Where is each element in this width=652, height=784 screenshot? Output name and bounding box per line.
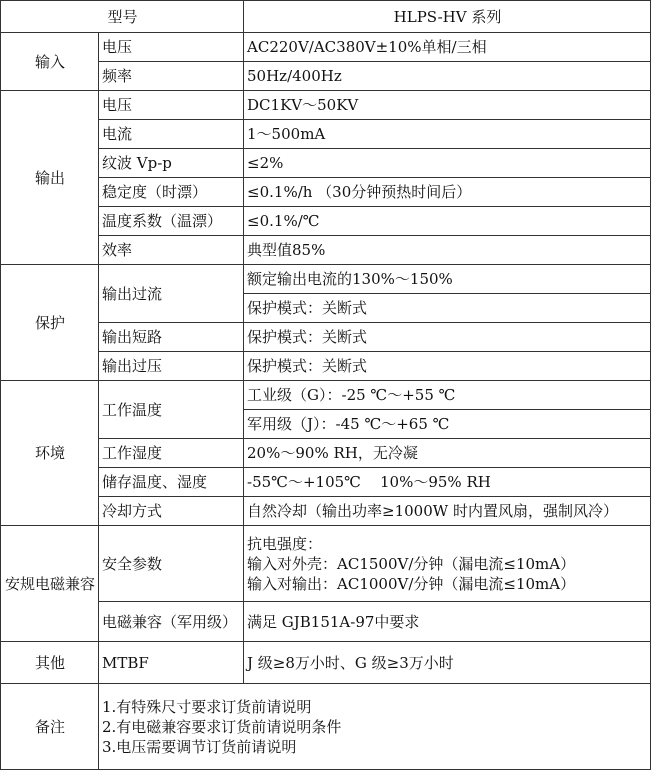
table-row	[1, 468, 651, 497]
param-value: ≤0.1%/h （30分钟预热时间后）	[244, 178, 651, 207]
param-value: 军用级（J）：-45 ℃～+65 ℃	[244, 410, 651, 439]
category-protection: 保护	[1, 265, 99, 381]
param-value: AC220V/AC380V±10%单相/三相	[244, 33, 651, 62]
param-label: MTBF	[99, 642, 244, 684]
category-input: 输入	[1, 33, 99, 91]
table-row	[1, 381, 651, 410]
table-row	[1, 497, 651, 526]
param-label: 输出短路	[99, 323, 244, 352]
param-value: 1～500mA	[244, 120, 651, 149]
model-label: 型号	[1, 1, 244, 33]
table-row	[1, 602, 651, 642]
param-label: 电磁兼容（军用级）	[99, 602, 244, 642]
param-label: 纹波 Vp-p	[99, 149, 244, 178]
param-label: 电流	[99, 120, 244, 149]
param-value: J 级≥8万小时、G 级≥3万小时	[244, 642, 651, 684]
table-row	[1, 684, 651, 770]
param-value: 典型值85%	[244, 236, 651, 265]
param-label: 频率	[99, 62, 244, 91]
safety-line: 输入对输出：AC1000V/分钟（漏电流≤10mA）	[247, 574, 576, 593]
param-value: 保护模式：关断式	[244, 323, 651, 352]
table-row	[1, 526, 651, 602]
param-value: 自然冷却（输出功率≥1000W 时内置风扇，强制风冷）	[244, 497, 651, 526]
header-row	[1, 1, 651, 33]
param-value: 保护模式：关断式	[244, 352, 651, 381]
table-row	[1, 62, 651, 91]
param-label: 稳定度（时漂）	[99, 178, 244, 207]
table-row	[1, 236, 651, 265]
category-environment: 环境	[1, 381, 99, 526]
note-item: 2.有电磁兼容要求订货前请说明条件	[102, 717, 342, 736]
note-item: 1.有特殊尺寸要求订货前请说明	[102, 697, 312, 716]
param-label: 电压	[99, 33, 244, 62]
table-row	[1, 91, 651, 120]
param-value: 额定输出电流的130%～150%	[244, 265, 651, 294]
category-notes: 备注	[1, 684, 99, 770]
param-label: 输出过流	[99, 265, 244, 323]
table-row	[1, 149, 651, 178]
param-label: 冷却方式	[99, 497, 244, 526]
table-row	[1, 439, 651, 468]
table-row	[1, 178, 651, 207]
param-label: 温度系数（温漂）	[99, 207, 244, 236]
table-row	[1, 352, 651, 381]
param-value: DC1KV～50KV	[244, 91, 651, 120]
table-row	[1, 323, 651, 352]
safety-line: 输入对外壳：AC1500V/分钟（漏电流≤10mA）	[247, 554, 576, 573]
param-label: 效率	[99, 236, 244, 265]
table-row	[1, 265, 651, 294]
param-value: 保护模式：关断式	[244, 294, 651, 323]
param-label: 安全参数	[99, 526, 244, 602]
param-value: ≤0.1%/℃	[244, 207, 651, 236]
series-name: HLPS-HV 系列	[244, 1, 651, 33]
safety-line: 抗电强度：	[247, 534, 323, 553]
table-row	[1, 120, 651, 149]
category-output: 输出	[1, 91, 99, 265]
table-row	[1, 33, 651, 62]
param-label: 工作湿度	[99, 439, 244, 468]
note-item: 3.电压需要调节订货前请说明	[102, 737, 297, 756]
param-value: 50Hz/400Hz	[244, 62, 651, 91]
category-safety-emc: 安规电磁兼容	[1, 526, 99, 642]
param-label: 工作温度	[99, 381, 244, 439]
param-value: -55℃～+105℃ 10%～95% RH	[244, 468, 651, 497]
param-value: 20%～90% RH，无冷凝	[244, 439, 651, 468]
param-label: 储存温度、湿度	[99, 468, 244, 497]
param-value: 工业级（G）：-25 ℃～+55 ℃	[244, 381, 651, 410]
param-value	[244, 526, 651, 602]
table-row	[1, 207, 651, 236]
table-row	[1, 642, 651, 684]
notes-list	[99, 684, 651, 770]
param-value: 满足 GJB151A-97中要求	[244, 602, 651, 642]
category-other: 其他	[1, 642, 99, 684]
param-label: 电压	[99, 91, 244, 120]
param-value: ≤2%	[244, 149, 651, 178]
param-label: 输出过压	[99, 352, 244, 381]
